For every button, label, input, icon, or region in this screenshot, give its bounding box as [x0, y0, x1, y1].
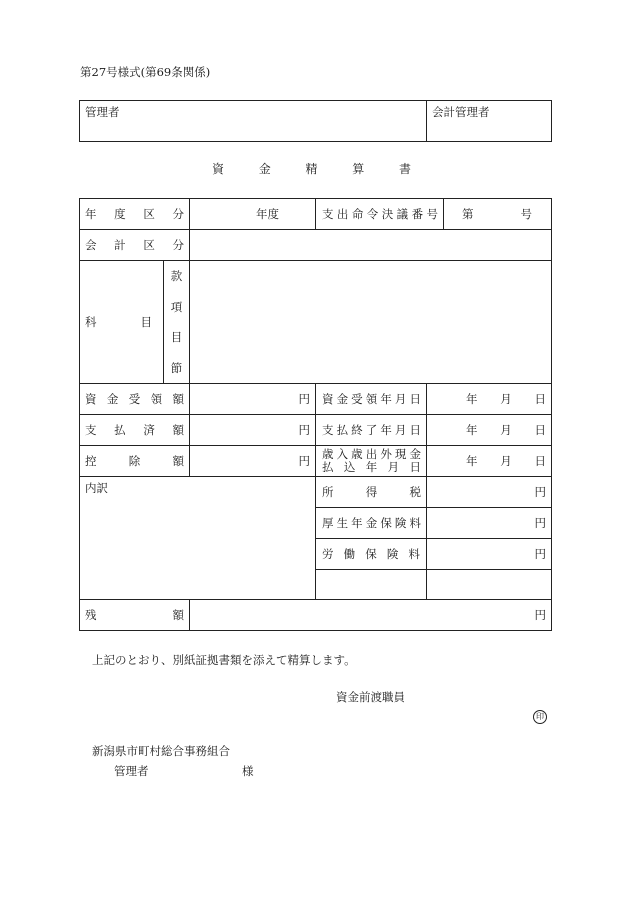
payment-end-date-unit: 年月日	[466, 423, 546, 437]
subject-level-kou: 項	[170, 299, 183, 314]
subject-label: 科目	[85, 315, 152, 329]
addressee-title: 管理者	[114, 764, 149, 778]
order-number-value-cell	[443, 198, 552, 230]
document-title: 資金精算書	[212, 162, 411, 176]
received-amount-value-cell	[189, 383, 316, 415]
income-tax-value-cell	[426, 476, 552, 508]
non-budget-cash-date-label-cell	[315, 445, 427, 477]
income-tax-yen-unit: 円	[534, 485, 546, 499]
paid-amount-value-cell	[189, 414, 316, 446]
payment-end-date-value-cell	[426, 414, 552, 446]
subject-label-cell	[79, 260, 164, 384]
subject-levels-cell	[163, 260, 190, 384]
pension-insurance-yen-unit: 円	[534, 516, 546, 530]
manager-approval-box	[79, 100, 427, 142]
signer-label: 資金前渡職員	[336, 690, 405, 704]
labor-insurance-label-cell	[315, 538, 427, 570]
extra-deduction-label-cell	[315, 569, 427, 600]
non-budget-cash-label-line2: 払込年月日	[322, 460, 421, 474]
account-label-cell	[79, 229, 190, 261]
pension-insurance-value-cell	[426, 507, 552, 539]
received-date-label-cell	[315, 383, 427, 415]
organization-name: 新潟県市町村総合事務組合	[92, 744, 230, 758]
deduction-amount-value-cell	[189, 445, 316, 477]
received-amount-label: 資金受領額	[85, 392, 184, 406]
order-number-label-cell	[315, 198, 444, 230]
received-amount-yen-unit: 円	[298, 392, 310, 406]
fiscal-year-label: 年度区分	[85, 207, 184, 221]
addressee-honorific: 様	[242, 764, 254, 778]
accounting-manager-approval-box	[426, 100, 552, 142]
non-budget-cash-date-unit: 年月日	[466, 454, 546, 468]
paid-amount-label: 支払済額	[85, 423, 184, 437]
order-number-value: 第号	[462, 207, 532, 221]
subject-level-setsu: 節	[170, 360, 183, 375]
seal-mark: 印	[533, 710, 547, 724]
balance-value-cell	[189, 599, 552, 631]
fiscal-year-value: 年度	[256, 207, 279, 221]
non-budget-cash-label-line1: 歳入歳出外現金	[322, 447, 421, 461]
pension-insurance-label: 厚生年金保険料	[322, 516, 421, 530]
labor-insurance-yen-unit: 円	[534, 547, 546, 561]
received-date-value-cell	[426, 383, 552, 415]
income-tax-label: 所得税	[322, 485, 421, 499]
form-number: 第27号様式(第69条関係)	[80, 65, 211, 79]
received-date-label: 資金受領年月日	[322, 392, 421, 406]
paid-amount-yen-unit: 円	[298, 423, 310, 437]
account-value-cell	[189, 229, 552, 261]
received-date-unit: 年月日	[466, 392, 546, 406]
breakdown-cell	[79, 476, 316, 600]
deduction-amount-yen-unit: 円	[298, 454, 310, 468]
pension-insurance-label-cell	[315, 507, 427, 539]
subject-value-cell	[189, 260, 552, 384]
settlement-statement: 上記のとおり、別紙証拠書類を添えて精算します。	[92, 653, 356, 667]
subject-level-kan: 款	[170, 269, 183, 284]
fiscal-year-label-cell	[79, 198, 190, 230]
order-number-label: 支出命令決議番号	[322, 207, 438, 221]
income-tax-label-cell	[315, 476, 427, 508]
deduction-amount-label-cell	[79, 445, 190, 477]
non-budget-cash-date-value-cell	[426, 445, 552, 477]
payment-end-date-label: 支払終了年月日	[322, 423, 421, 437]
received-amount-label-cell	[79, 383, 190, 415]
manager-label: 管理者	[85, 105, 120, 119]
balance-label: 残額	[85, 608, 184, 622]
balance-label-cell	[79, 599, 190, 631]
breakdown-label: 内訳	[85, 481, 108, 495]
deduction-amount-label: 控除額	[85, 454, 184, 468]
extra-deduction-value-cell	[426, 569, 552, 600]
fiscal-year-value-cell	[189, 198, 316, 230]
paid-amount-label-cell	[79, 414, 190, 446]
accounting-manager-label: 会計管理者	[432, 105, 490, 119]
labor-insurance-value-cell	[426, 538, 552, 570]
account-label: 会計区分	[85, 238, 184, 252]
labor-insurance-label: 労働保険料	[322, 547, 420, 561]
payment-end-date-label-cell	[315, 414, 427, 446]
subject-level-moku: 目	[170, 330, 183, 345]
balance-yen-unit: 円	[534, 608, 546, 622]
